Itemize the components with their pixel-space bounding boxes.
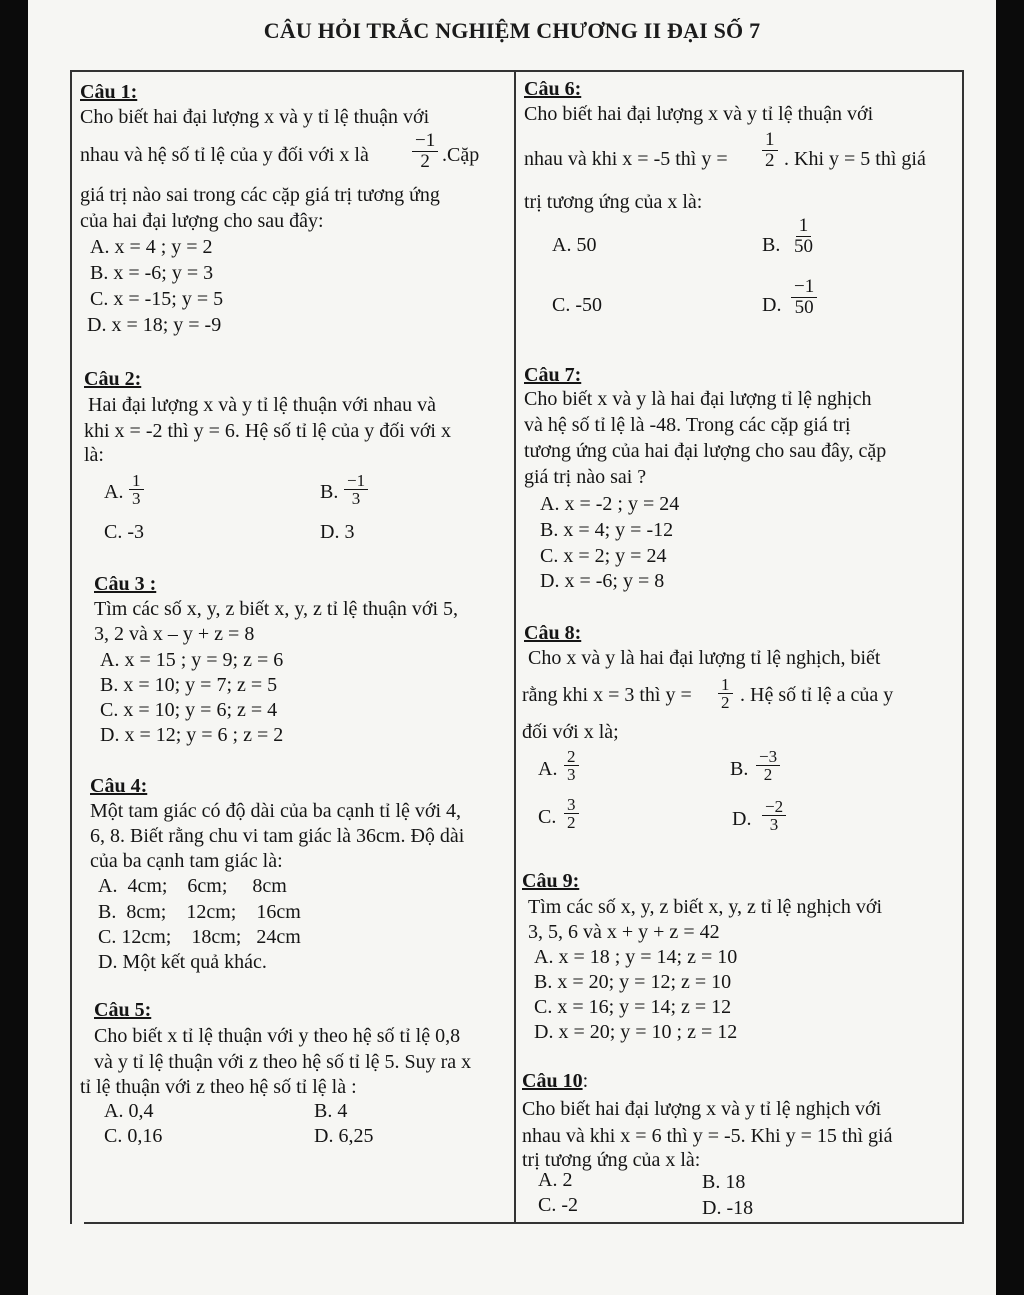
q4-option-d: D. Một kết quả khác. (98, 951, 267, 973)
q2-line-2: khi x = -2 thì y = 6. Hệ số tỉ lệ của y đối với x (84, 420, 451, 442)
q5-line-3: tỉ lệ thuận với z theo hệ số tỉ lệ là : (80, 1076, 357, 1098)
q8-line-2a: rằng khi x = 3 thì y = (522, 684, 692, 706)
q7-heading: Câu 7: (524, 364, 582, 386)
q4-option-a: A. 4cm; 6cm; 8cm (98, 875, 287, 897)
q8-fraction (718, 676, 733, 711)
q10-heading: Câu 10 (522, 1070, 583, 1092)
q2-option-b-fraction (344, 472, 368, 507)
q2-option-c: C. -3 (104, 521, 144, 543)
q6-fraction-den: 2 (765, 150, 775, 171)
q9-option-a: A. x = 18 ; y = 14; z = 10 (534, 946, 738, 968)
q5-heading: Câu 5: (94, 999, 152, 1021)
q8-fraction-num: 1 (718, 676, 733, 694)
q1-line-1: Cho biết hai đại lượng x và y tỉ lệ thuận với (80, 106, 430, 128)
q6-b-den: 50 (794, 236, 813, 257)
q8-d-den: 3 (769, 815, 779, 834)
q8-line-1: Cho x và y là hai đại lượng tỉ lệ nghịch, biết (528, 647, 881, 669)
q6-line-2a: nhau và khi x = -5 thì y = (524, 148, 728, 170)
q9-heading: Câu 9: (522, 870, 580, 892)
q8-option-b-label: B. (730, 758, 749, 780)
q4-line-2: 6, 8. Biết rằng chu vi tam giác là 36cm. Độ dài (90, 825, 465, 847)
q8-line-2b: . Hệ số tỉ lệ a của y (740, 684, 894, 706)
q6-option-b-fraction (791, 216, 816, 257)
q6-d-den: 50 (794, 297, 814, 318)
q9-line-2: 3, 5, 6 và x + y + z = 42 (528, 921, 720, 943)
q6-heading: Câu 6: (524, 78, 582, 100)
q2-line-3: là: (84, 444, 104, 466)
q2-line-1: Hai đại lượng x và y tỉ lệ thuận với nhau và (88, 394, 437, 416)
q9-option-d: D. x = 20; y = 10 ; z = 12 (534, 1021, 738, 1043)
q1-line-3: giá trị nào sai trong các cặp giá trị tương ứng (80, 184, 440, 206)
q2-option-a-fraction (129, 472, 144, 507)
q8-option-b-fraction (756, 748, 780, 783)
q6-fraction (762, 130, 778, 171)
q8-b-den: 2 (763, 765, 773, 784)
q1-fraction (412, 131, 438, 172)
q6-line-2b: . Khi y = 5 thì giá (784, 148, 926, 170)
q3-option-a: A. x = 15 ; y = 9; z = 6 (100, 649, 284, 671)
q10-line-3: trị tương ứng của x là: (522, 1149, 701, 1171)
q10-heading-row (522, 1069, 588, 1093)
q8-option-a-fraction (564, 748, 579, 783)
q3-option-c: C. x = 10; y = 6; z = 4 (100, 699, 278, 721)
q8-option-d-fraction (762, 798, 786, 833)
q1-line-2a: nhau và hệ số tỉ lệ của y đối với x là (80, 144, 369, 166)
q8-fraction-den: 2 (721, 693, 730, 712)
q2-option-a-label: A. (104, 481, 124, 503)
q4-line-3: của ba cạnh tam giác là: (90, 850, 283, 872)
q7-option-c: C. x = 2; y = 24 (540, 545, 667, 567)
q7-line-2: và hệ số tỉ lệ là -48. Trong các cặp giá trị (524, 414, 851, 436)
q2-a-den: 3 (132, 489, 141, 508)
q10-option-c: C. -2 (538, 1194, 578, 1216)
q2-option-d: D. 3 (320, 521, 355, 543)
q8-c-den: 2 (567, 813, 576, 832)
q7-option-a: A. x = -2 ; y = 24 (540, 493, 680, 515)
q3-option-d: D. x = 12; y = 6 ; z = 2 (100, 724, 284, 746)
q10-option-a: A. 2 (538, 1169, 573, 1191)
q6-b-num: 1 (796, 216, 812, 237)
page-title: CÂU HỎI TRẮC NGHIỆM CHƯƠNG II ĐẠI SỐ 7 (263, 18, 761, 43)
q5-line-2: và y tỉ lệ thuận với z theo hệ số tỉ lệ 5. Suy ra x (94, 1051, 472, 1073)
q4-heading: Câu 4: (90, 775, 148, 797)
q10-line-1: Cho biết hai đại lượng x và y tỉ lệ nghịch với (522, 1098, 882, 1120)
q8-option-d-label: D. (732, 808, 752, 830)
q1-option-b: B. x = -6; y = 3 (90, 262, 214, 284)
q7-line-3: tương ứng của hai đại lượng cho sau đây, cặp (524, 440, 887, 462)
q5-option-b: B. 4 (314, 1100, 348, 1122)
q2-option-b-label: B. (320, 481, 339, 503)
q8-a-num: 2 (564, 748, 579, 766)
q8-a-den: 3 (567, 765, 576, 784)
q1-option-a: A. x = 4 ; y = 2 (90, 236, 213, 258)
q7-line-4: giá trị nào sai ? (524, 466, 647, 488)
q6-line-1: Cho biết hai đại lượng x và y tỉ lệ thuận với (524, 103, 874, 125)
q3-line-2: 3, 2 và x – y + z = 8 (94, 623, 255, 645)
q8-line-3: đối với x là; (522, 721, 619, 743)
q9-option-b: B. x = 20; y = 12; z = 10 (534, 971, 732, 993)
q9-line-1: Tìm các số x, y, z biết x, y, z tỉ lệ nghịch với (528, 896, 883, 918)
q8-heading: Câu 8: (524, 622, 582, 644)
q7-option-b: B. x = 4; y = -12 (540, 519, 674, 541)
q5-option-d: D. 6,25 (314, 1125, 374, 1147)
q2-heading: Câu 2: (84, 368, 142, 390)
q1-fraction-num: −1 (412, 131, 438, 152)
q7-option-d: D. x = -6; y = 8 (540, 570, 665, 592)
q10-line-2: nhau và khi x = 6 thì y = -5. Khi y = 15 thì giá (522, 1125, 893, 1147)
q3-option-b: B. x = 10; y = 7; z = 5 (100, 674, 278, 696)
q4-line-1: Một tam giác có độ dài của ba cạnh tỉ lệ với 4, (90, 800, 462, 822)
q1-line-2b: .Cặp (442, 144, 480, 166)
q5-line-1: Cho biết x tỉ lệ thuận với y theo hệ số tỉ lệ 0,8 (94, 1025, 461, 1047)
q5-option-c: C. 0,16 (104, 1125, 163, 1147)
q6-option-d-fraction (791, 277, 817, 318)
q2-b-num: −1 (344, 472, 368, 490)
q2-a-num: 1 (129, 472, 144, 490)
q6-option-c: C. -50 (552, 294, 602, 316)
q5-option-a: A. 0,4 (104, 1100, 154, 1122)
q6-option-d-label: D. (762, 294, 782, 316)
q1-heading: Câu 1: (80, 81, 138, 103)
q2-b-den: 3 (351, 489, 361, 508)
q6-option-a: A. 50 (552, 234, 597, 256)
q8-option-c-fraction (564, 796, 579, 831)
q6-line-3: trị tương ứng của x là: (524, 191, 703, 213)
q10-option-b: B. 18 (702, 1171, 746, 1193)
q4-option-c: C. 12cm; 18cm; 24cm (98, 926, 301, 948)
q6-option-b-label: B. (762, 234, 781, 256)
q10-option-d: D. -18 (702, 1197, 754, 1219)
q10-heading-colon: : (582, 1070, 589, 1092)
q1-option-c: C. x = -15; y = 5 (90, 288, 224, 310)
q7-line-1: Cho biết x và y là hai đại lượng tỉ lệ nghịch (524, 388, 872, 410)
q4-option-b: B. 8cm; 12cm; 16cm (98, 901, 301, 923)
q3-heading: Câu 3 : (94, 573, 157, 595)
q9-option-c: C. x = 16; y = 14; z = 12 (534, 996, 732, 1018)
q8-option-a-label: A. (538, 758, 558, 780)
q1-line-4: của hai đại lượng cho sau đây: (80, 210, 324, 232)
q8-b-num: −3 (756, 748, 780, 766)
q1-option-d: D. x = 18; y = -9 (87, 314, 222, 336)
q8-d-num: −2 (762, 798, 786, 816)
q8-c-num: 3 (564, 796, 579, 814)
column-divider (514, 72, 516, 1224)
q1-fraction-den: 2 (420, 151, 430, 172)
q3-line-1: Tìm các số x, y, z biết x, y, z tỉ lệ thuận với 5, (94, 598, 459, 620)
q6-d-num: −1 (791, 277, 817, 298)
q8-option-c-label: C. (538, 806, 557, 828)
q6-fraction-num: 1 (762, 130, 778, 151)
table-bottom-border (84, 1222, 964, 1224)
